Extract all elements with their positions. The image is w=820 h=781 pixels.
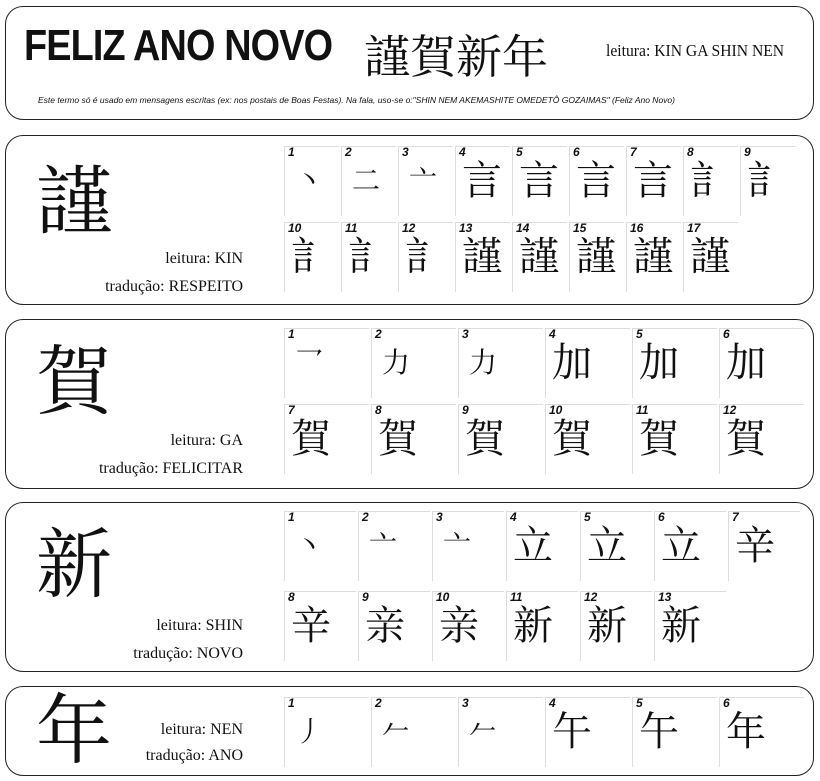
stroke-glyph: 謹 xyxy=(576,234,616,280)
stroke-step xyxy=(358,511,430,581)
stroke-glyph: 立 xyxy=(587,523,627,569)
stroke-step xyxy=(545,697,630,767)
stroke-number: 13 xyxy=(459,221,473,235)
stroke-step xyxy=(458,328,543,398)
stroke-step xyxy=(284,511,356,581)
stroke-number: 3 xyxy=(436,510,443,524)
stroke-step xyxy=(740,146,795,216)
stroke-number: 2 xyxy=(345,145,352,159)
stroke-glyph: 立 xyxy=(513,523,553,569)
usage-note: Este termo só é usado em mensagens escritas (ex: nos postais de Boas Festas). Na fala, uso-se o:"SHIN NEM AKEMASHITE OMEDETÔ GOZAIMAS" (Feliz Ano Novo) xyxy=(38,95,675,105)
stroke-step xyxy=(432,591,504,661)
stroke-number: 2 xyxy=(362,510,369,524)
stroke-number: 9 xyxy=(744,145,751,159)
stroke-step xyxy=(632,328,717,398)
stroke-step xyxy=(284,404,369,474)
header-panel xyxy=(5,6,814,120)
stroke-step xyxy=(284,697,369,767)
stroke-step xyxy=(654,591,726,661)
stroke-glyph: 謹 xyxy=(690,234,730,280)
stroke-glyph: 新 xyxy=(513,603,553,649)
page-title: FELIZ ANO NOVO xyxy=(24,21,333,70)
big-kanji: 賀 xyxy=(36,337,112,426)
stroke-step xyxy=(455,222,510,292)
stroke-glyph: 亲 xyxy=(439,603,479,649)
stroke-number: 3 xyxy=(462,327,469,341)
stroke-step xyxy=(506,511,578,581)
stroke-step xyxy=(545,328,630,398)
stroke-number: 11 xyxy=(345,221,358,235)
reading-label: leitura: SHIN xyxy=(156,617,243,634)
stroke-number: 6 xyxy=(658,510,665,524)
stroke-glyph: 訁 xyxy=(348,234,388,280)
stroke-number: 14 xyxy=(516,221,530,235)
stroke-number: 11 xyxy=(636,403,649,417)
stroke-glyph: 賀 xyxy=(726,416,766,462)
stroke-glyph: 賀 xyxy=(378,416,418,462)
stroke-number: 1 xyxy=(288,145,295,159)
stroke-number: 6 xyxy=(573,145,580,159)
stroke-glyph: 辛 xyxy=(291,603,331,649)
stroke-glyph: 言 xyxy=(576,158,616,204)
stroke-step xyxy=(432,511,504,581)
stroke-step xyxy=(654,511,726,581)
stroke-step xyxy=(455,146,510,216)
big-kanji: 年 xyxy=(36,686,112,775)
stroke-number: 5 xyxy=(516,145,523,159)
translation-label: tradução: ANO xyxy=(145,747,243,764)
translation-label: tradução: NOVO xyxy=(133,645,243,662)
stroke-number: 3 xyxy=(402,145,409,159)
stroke-glyph: 丶 xyxy=(295,529,324,562)
stroke-glyph: 𠂉 xyxy=(382,715,411,748)
stroke-glyph: 加 xyxy=(726,340,766,386)
stroke-number: 16 xyxy=(630,221,644,235)
stroke-step xyxy=(719,697,804,767)
stroke-step xyxy=(284,222,339,292)
stroke-glyph: 乛 xyxy=(295,346,324,379)
stroke-step xyxy=(398,146,453,216)
stroke-step xyxy=(506,591,578,661)
stroke-step xyxy=(580,511,652,581)
stroke-glyph: 亠 xyxy=(369,529,398,562)
stroke-number: 12 xyxy=(402,221,416,235)
stroke-number: 9 xyxy=(462,403,469,417)
stroke-number: 5 xyxy=(636,327,643,341)
stroke-glyph: 立 xyxy=(661,523,701,569)
reading-label: leitura: KIN xyxy=(165,250,243,267)
big-kanji: 謹 xyxy=(36,157,112,246)
title-reading: leitura: KIN GA SHIN NEN xyxy=(606,41,785,60)
stroke-number: 4 xyxy=(549,696,556,710)
stroke-step xyxy=(284,328,369,398)
stroke-glyph: 丿 xyxy=(295,715,324,748)
kanji-panel-kin xyxy=(5,135,814,305)
stroke-number: 10 xyxy=(549,403,563,417)
stroke-number: 15 xyxy=(573,221,587,235)
stroke-number: 7 xyxy=(630,145,637,159)
stroke-number: 6 xyxy=(723,327,730,341)
stroke-glyph: 賀 xyxy=(291,416,331,462)
translation-label: tradução: RESPEITO xyxy=(105,278,243,295)
stroke-glyph: 亠 xyxy=(409,164,438,197)
stroke-step xyxy=(632,404,717,474)
kanji-panel-ga xyxy=(5,319,814,489)
title-kanji: 謹賀新年 xyxy=(364,30,548,84)
stroke-number: 4 xyxy=(549,327,556,341)
stroke-number: 1 xyxy=(288,510,295,524)
stroke-step xyxy=(371,328,456,398)
stroke-step xyxy=(358,591,430,661)
stroke-glyph: 力 xyxy=(382,346,411,379)
stroke-glyph: 亲 xyxy=(365,603,405,649)
kanji-panel-nen xyxy=(5,686,814,776)
stroke-glyph: 加 xyxy=(639,340,679,386)
stroke-number: 3 xyxy=(462,696,469,710)
stroke-glyph: 謹 xyxy=(462,234,502,280)
stroke-glyph: 訁 xyxy=(747,158,787,204)
stroke-glyph: 訁 xyxy=(291,234,331,280)
stroke-step xyxy=(371,697,456,767)
stroke-step xyxy=(545,404,630,474)
stroke-glyph: 賀 xyxy=(465,416,505,462)
stroke-step xyxy=(728,511,800,581)
stroke-glyph: 訁 xyxy=(690,158,730,204)
stroke-glyph: 賀 xyxy=(639,416,679,462)
stroke-glyph: 言 xyxy=(519,158,559,204)
stroke-glyph: 賀 xyxy=(552,416,592,462)
kanji-panel-shin xyxy=(5,502,814,672)
stroke-number: 13 xyxy=(658,590,672,604)
stroke-step xyxy=(569,222,624,292)
stroke-number: 7 xyxy=(732,510,739,524)
stroke-number: 9 xyxy=(362,590,369,604)
stroke-glyph: 言 xyxy=(633,158,673,204)
reading-label: leitura: GA xyxy=(170,432,243,449)
stroke-step xyxy=(458,404,543,474)
stroke-glyph: 午 xyxy=(552,709,592,755)
stroke-number: 12 xyxy=(584,590,598,604)
stroke-step xyxy=(398,222,453,292)
stroke-glyph: 謹 xyxy=(519,234,559,280)
reading-label: leitura: NEN xyxy=(160,721,243,738)
stroke-glyph: 謹 xyxy=(633,234,673,280)
translation-label: tradução: FELICITAR xyxy=(98,460,243,477)
stroke-number: 5 xyxy=(636,696,643,710)
stroke-number: 11 xyxy=(510,590,523,604)
stroke-step xyxy=(719,328,804,398)
stroke-step xyxy=(626,222,681,292)
stroke-glyph: 言 xyxy=(462,158,502,204)
stroke-number: 2 xyxy=(375,327,382,341)
stroke-number: 6 xyxy=(723,696,730,710)
stroke-step xyxy=(580,591,652,661)
stroke-glyph: 辛 xyxy=(735,523,775,569)
stroke-number: 1 xyxy=(288,327,295,341)
stroke-glyph: 𠂉 xyxy=(469,715,498,748)
stroke-glyph: 力 xyxy=(469,346,498,379)
stroke-step xyxy=(719,404,804,474)
stroke-number: 4 xyxy=(459,145,466,159)
stroke-number: 5 xyxy=(584,510,591,524)
stroke-number: 8 xyxy=(687,145,694,159)
stroke-step xyxy=(512,146,567,216)
stroke-step xyxy=(632,697,717,767)
stroke-number: 17 xyxy=(687,221,701,235)
stroke-step xyxy=(626,146,681,216)
stroke-step xyxy=(569,146,624,216)
stroke-glyph: 年 xyxy=(726,709,766,755)
stroke-glyph: 新 xyxy=(587,603,627,649)
stroke-glyph: 亠 xyxy=(443,529,472,562)
stroke-number: 12 xyxy=(723,403,737,417)
stroke-glyph: 午 xyxy=(639,709,679,755)
stroke-step xyxy=(683,146,738,216)
stroke-number: 10 xyxy=(436,590,450,604)
stroke-glyph: 丶 xyxy=(295,164,324,197)
stroke-number: 8 xyxy=(288,590,295,604)
stroke-glyph: 訁 xyxy=(405,234,445,280)
stroke-number: 8 xyxy=(375,403,382,417)
stroke-glyph: 加 xyxy=(552,340,592,386)
stroke-step xyxy=(683,222,738,292)
stroke-step xyxy=(284,591,356,661)
stroke-number: 7 xyxy=(288,403,295,417)
stroke-number: 2 xyxy=(375,696,382,710)
stroke-glyph: 二 xyxy=(352,164,381,197)
stroke-number: 4 xyxy=(510,510,517,524)
stroke-step xyxy=(371,404,456,474)
stroke-step xyxy=(512,222,567,292)
stroke-step xyxy=(341,146,396,216)
stroke-step xyxy=(458,697,543,767)
stroke-number: 10 xyxy=(288,221,302,235)
stroke-step xyxy=(341,222,396,292)
stroke-step xyxy=(284,146,339,216)
stroke-number: 1 xyxy=(288,696,295,710)
stroke-glyph: 新 xyxy=(661,603,701,649)
big-kanji: 新 xyxy=(36,520,112,609)
